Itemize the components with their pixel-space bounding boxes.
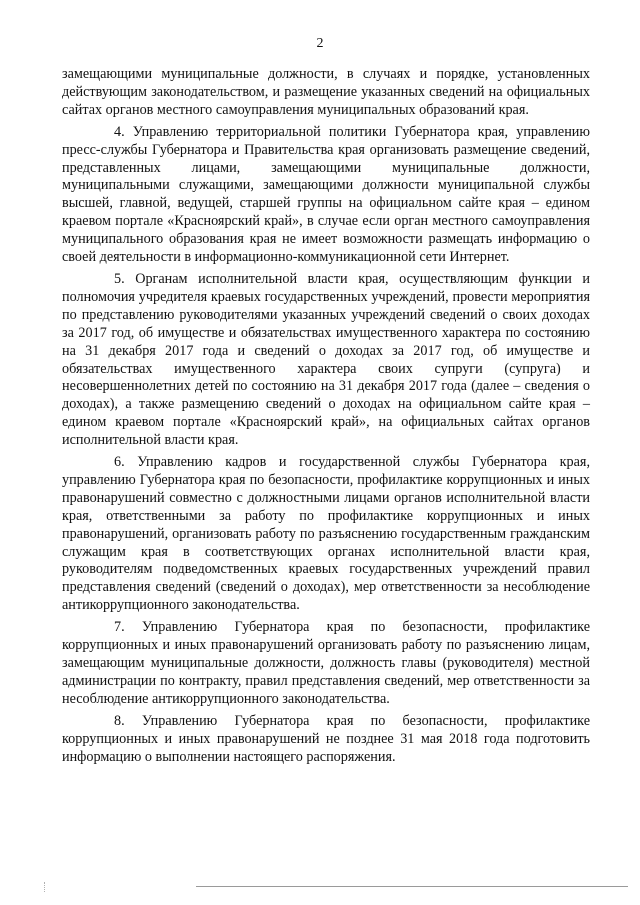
scan-artifact xyxy=(44,882,47,892)
paragraph-item-4: 4. Управлению территориальной политики Губернатора края, управлению пресс-службы Губернатора и Правительства края организовать размещение сведений, представленных лицами, замещающими муниципальные должности, муниципальными служащими, замещающими должности муниципальной службы высшей, главной, ведущей, старшей группы на официальном сайте края – едином краевом портале «Красноярский край», в случае если орган местного самоуправления муниципального образования края не имеет возможности размещать информацию о своей деятельности в информационно-коммуникационной сети Интернет. xyxy=(62,123,590,266)
paragraph-item-6: 6. Управлению кадров и государственной службы Губернатора края, управлению Губернатора края по безопасности, профилактике коррупционных и иных правонарушений совместно с должностными лицами органов исполнительной власти края, ответственными за работу по профилактике коррупционных и иных правонарушений, организовать работу по разъяснению государственным гражданским служащим края в соответствующих органах исполнительной власти края, руководителям подведомственных краевых государственных учреждений правил представления сведений (сведений о доходах), мер ответственности за несоблюдение антикоррупционного законодательства. xyxy=(62,454,590,614)
document-body xyxy=(62,66,590,770)
paragraph-item-7: 7. Управлению Губернатора края по безопасности, профилактике коррупционных и иных правонарушений организовать работу по разъяснению лицам, замещающим муниципальные должности, должность главы (руководителя) местной администрации по контракту, правил представления сведений, мер ответственности за несоблюдение антикоррупционного законодательства. xyxy=(62,619,590,707)
bottom-divider xyxy=(196,886,628,887)
paragraph-item-8: 8. Управлению Губернатора края по безопасности, профилактике коррупционных и иных правонарушений не позднее 31 мая 2018 года подготовить информацию о выполнении настоящего распоряжения. xyxy=(62,712,590,765)
page-number: 2 xyxy=(316,36,324,51)
paragraph-item-5: 5. Органам исполнительной власти края, осуществляющим функции и полномочия учредителя краевых государственных учреждений, провести мероприятия по представлению руководителями указанных учреждений сведений о своих доходах за 2017 год, об имуществе и обязательствах имущественного характера по состоянию на 31 декабря 2017 года и сведений о доходах за 2017 год, об имуществе и обязательствах имущественного характера своих супруги (супруга) и несовершеннолетних детей по состоянию на 31 декабря 2017 года (далее – сведения о доходах), а также размещению сведений о доходах на официальном сайте края – едином краевом портале «Красноярский край», на официальных сайтах органов исполнительной власти края. xyxy=(62,270,590,449)
paragraph-continuation: замещающими муниципальные должности, в случаях и порядке, установленных действующим законодательством, и размещение указанных сведений на официальных сайтах органов местного самоуправления муниципальных образований края. xyxy=(62,66,590,118)
